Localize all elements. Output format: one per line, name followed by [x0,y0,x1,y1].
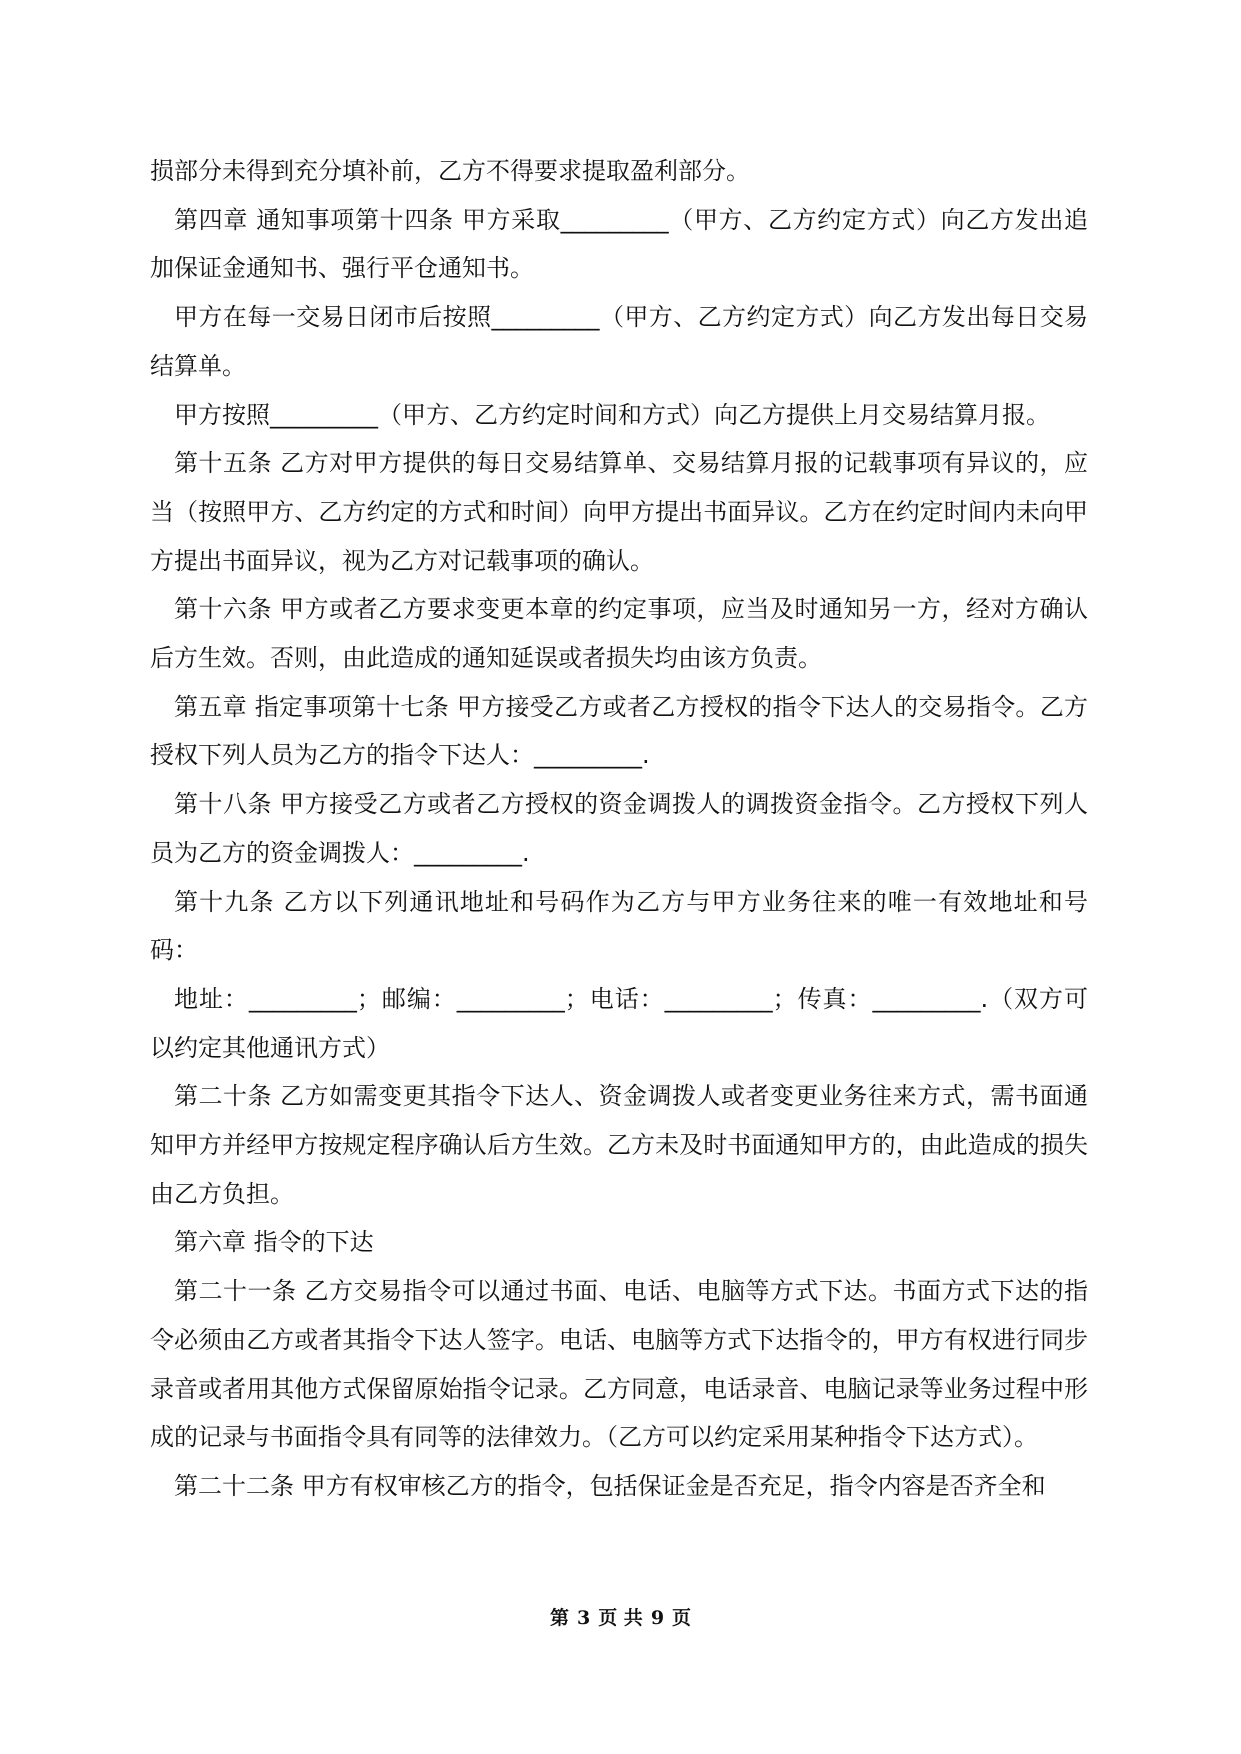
paragraph: 第二十条 乙方如需变更其指令下达人、资金调拨人或者变更业务往来方式，需书面通知甲方并经甲方按规定程序确认后方生效。乙方未及时书面通知甲方的，由此造成的损失由乙方负担。 [150,1082,1088,1208]
document-body [150,147,1088,1511]
total-pages: 9 [650,1607,665,1629]
paragraph: 第十八条 甲方接受乙方或者乙方授权的资金调拨人的调拨资金指令。乙方授权下列人员为乙方的资金调拨人：_________. [150,790,1088,867]
paragraph: 第十五条 乙方对甲方提供的每日交易结算单、交易结算月报的记载事项有异议的，应当（按照甲方、乙方约定的方式和时间）向甲方提出书面异议。乙方在约定时间内未向甲方提出书面异议，视为乙方对记载事项的确认。 [150,449,1088,575]
paragraph: 地址：_________；邮编：_________；电话：_________；传真：_________.（双方可以约定其他通讯方式） [150,984,1088,1062]
footer-suffix: 页 [672,1607,692,1629]
page-footer [0,1606,1241,1630]
paragraph: 甲方按照_________（甲方、乙方约定时间和方式）向乙方提供上月交易结算月报。 [174,400,1050,429]
paragraph: 第十九条 乙方以下列通讯地址和号码作为乙方与甲方业务往来的唯一有效地址和号码： [150,887,1088,965]
paragraph: 第十六条 甲方或者乙方要求变更本章的约定事项，应当及时通知另一方，经对方确认后方生效。否则，由此造成的通知延误或者损失均由该方负责。 [150,595,1088,673]
paragraph: 第五章 指定事项第十七条 甲方接受乙方或者乙方授权的指令下达人的交易指令。乙方授权下列人员为乙方的指令下达人：_________. [150,692,1088,770]
paragraph: 第四章 通知事项第十四条 甲方采取_________（甲方、乙方约定方式）向乙方发出追加保证金通知书、强行平仓通知书。 [150,205,1088,283]
paragraph: 甲方在每一交易日闭市后按照_________（甲方、乙方约定方式）向乙方发出每日交易结算单。 [150,303,1088,380]
footer-middle: 页 共 [598,1607,643,1629]
footer-prefix: 第 [549,1607,569,1629]
page-number: 3 [576,1607,591,1629]
paragraph: 第二十二条 甲方有权审核乙方的指令，包括保证金是否充足，指令内容是否齐全和 [174,1471,1046,1500]
paragraph: 第二十一条 乙方交易指令可以通过书面、电话、电脑等方式下达。书面方式下达的指令必须由乙方或者其指令下达人签字。电话、电脑等方式下达指令的，甲方有权进行同步录音或者用其他方式保留原始指令记录。乙方同意，电话录音、电脑记录等业务过程中形成的记录与书面指令具有同等的法律效力。（乙方可以约定采用某种指令下达方式）。 [150,1277,1088,1452]
paragraph: 损部分未得到充分填补前，乙方不得要求提取盈利部分。 [150,157,750,185]
paragraph: 第六章 指令的下达 [174,1228,374,1257]
